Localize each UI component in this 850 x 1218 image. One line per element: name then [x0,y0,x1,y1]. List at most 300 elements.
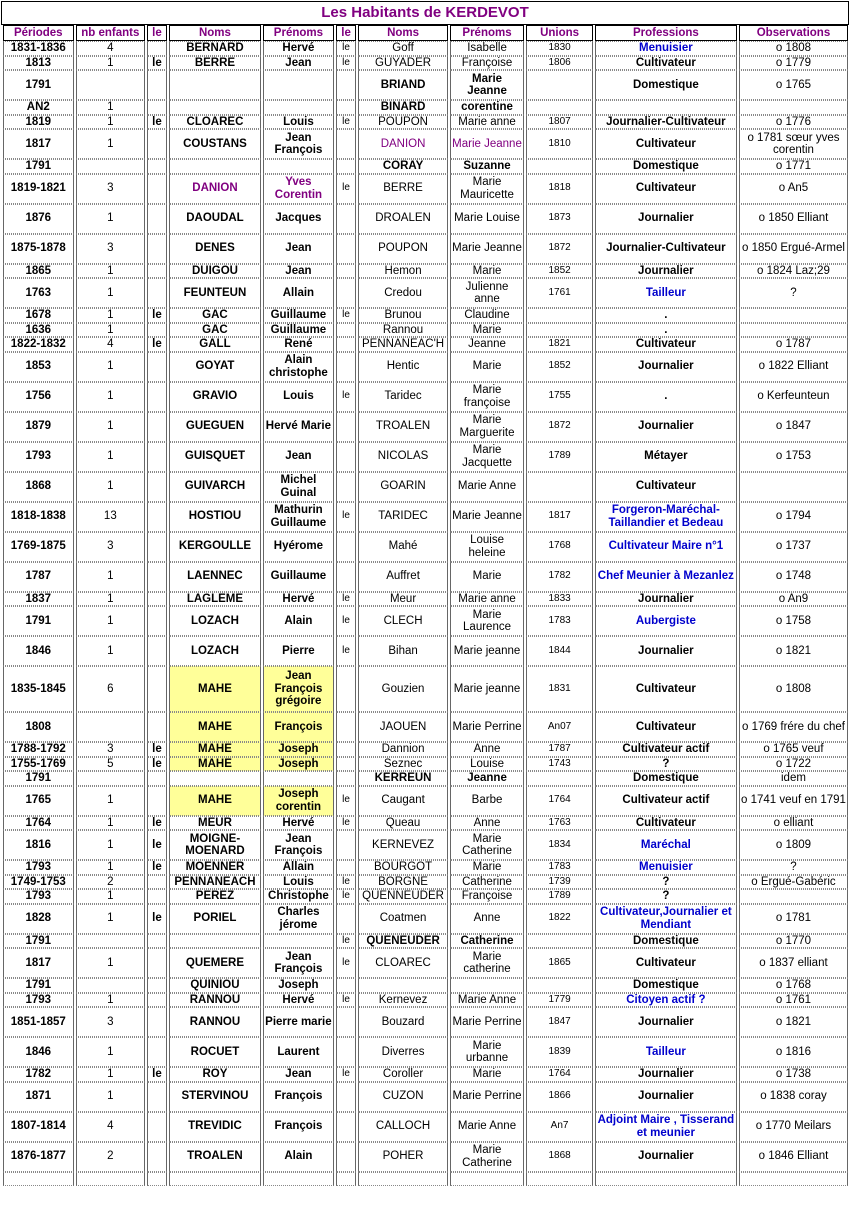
prenom-cell: Mathurin Guillaume [263,502,334,532]
prenom2-cell [450,978,525,993]
union-cell [526,472,592,502]
profession-cell: . [595,308,737,323]
prenom2-cell: Claudine [450,308,525,323]
nb-enfants-cell [76,771,146,786]
periode-cell: 1846 [3,1037,74,1067]
prenom2-cell: Catherine [450,934,525,949]
prenom2-cell [450,1172,525,1186]
table-row [3,1082,848,1112]
union-cell [526,771,592,786]
le2-cell [336,666,357,712]
observation-cell: o 1761 [739,993,848,1008]
union-cell: 1810 [526,129,592,159]
profession-cell: Journalier [595,1007,737,1037]
union-cell [526,70,592,100]
nom2-cell: NICOLAS [358,442,447,472]
le-cell [147,1142,167,1172]
union-cell [526,159,592,174]
observation-cell: idem [739,771,848,786]
nom2-cell: BERRE [358,174,447,204]
le-cell [147,323,167,338]
profession-cell: Menuisier [595,860,737,875]
table-row [3,412,848,442]
le-cell [147,666,167,712]
table-row [3,442,848,472]
periode-cell: 1846 [3,636,74,666]
le-cell [147,70,167,100]
nb-enfants-cell: 1 [76,606,146,636]
le-cell [147,442,167,472]
prenom2-cell: Louise heleine [450,532,525,562]
nb-enfants-cell: 4 [76,337,146,352]
nom-cell: DUIGOU [169,264,261,279]
prenom2-cell: Isabelle [450,41,525,56]
profession-cell: Cultivateur,Journalier et Mendiant [595,904,737,934]
nom-cell: QUEMERE [169,948,261,978]
table-row [3,323,848,338]
le-cell [147,472,167,502]
col-noms: Noms [169,25,261,41]
prenom-cell: Joseph [263,757,334,772]
profession-cell: Domestique [595,771,737,786]
prenom-cell: François [263,1082,334,1112]
profession-cell: Métayer [595,442,737,472]
le-cell [147,1007,167,1037]
table-body [3,41,848,1186]
periode-cell: 1817 [3,129,74,159]
nom-cell: TREVIDIC [169,1112,261,1142]
prenom-cell: Pierre [263,636,334,666]
nom2-cell: CALLOCH [358,1112,447,1142]
profession-cell: Tailleur [595,278,737,308]
prenom2-cell: Marie [450,352,525,382]
nom2-cell: DANION [358,129,447,159]
nb-enfants-cell: 4 [76,41,146,56]
profession-cell: Cultivateur [595,712,737,742]
nom2-cell: Seznec [358,757,447,772]
prenom2-cell: Jeanne [450,771,525,786]
nom2-cell: Coroller [358,1067,447,1082]
prenom-cell: Charles jérome [263,904,334,934]
profession-cell: Journalier [595,1142,737,1172]
observation-cell: o 1741 veuf en 1791 [739,786,848,816]
observation-cell: o elliant [739,816,848,831]
periode-cell: 1791 [3,771,74,786]
prenom-cell: Michel Guinal [263,472,334,502]
le-cell: le [147,115,167,130]
periode-cell: 1813 [3,56,74,71]
prenom-cell: Hervé [263,41,334,56]
le2-cell: le [336,934,357,949]
le-cell: le [147,308,167,323]
union-cell: 1768 [526,532,592,562]
periode-cell: 1769-1875 [3,532,74,562]
nom2-cell: BORGNE [358,875,447,890]
le2-cell: le [336,115,357,130]
observation-cell: o An9 [739,592,848,607]
profession-cell: ? [595,875,737,890]
nom2-cell: Brunou [358,308,447,323]
prenom-cell: Jean [263,1067,334,1082]
nb-enfants-cell: 1 [76,860,146,875]
nom-cell: LOZACH [169,636,261,666]
periode-cell: 1818-1838 [3,502,74,532]
table-row [3,234,848,264]
nom2-cell: CLOAREC [358,948,447,978]
nb-enfants-cell: 1 [76,889,146,904]
prenom2-cell: Marie anne [450,115,525,130]
observation-cell: o 1737 [739,532,848,562]
le-cell: le [147,904,167,934]
le-cell [147,875,167,890]
periode-cell: 1876 [3,204,74,234]
profession-cell: Forgeron-Maréchal-Taillandier et Bedeau [595,502,737,532]
union-cell [526,978,592,993]
le2-cell [336,742,357,757]
observation-cell: ? [739,278,848,308]
table-row [3,934,848,949]
periode-cell: 1851-1857 [3,1007,74,1037]
observation-cell: o 1770 [739,934,848,949]
nom2-cell: Coatmen [358,904,447,934]
col-noms-2: Noms [358,25,447,41]
prenom-cell: Hervé [263,592,334,607]
table-row [3,948,848,978]
nom-cell: GAC [169,308,261,323]
le-cell [147,948,167,978]
le-cell [147,786,167,816]
prenom-cell: Jean [263,442,334,472]
prenom-cell: Pierre marie [263,1007,334,1037]
nb-enfants-cell [76,159,146,174]
table-row [3,978,848,993]
nb-enfants-cell: 1 [76,1037,146,1067]
union-cell: 1844 [526,636,592,666]
nom2-cell: CUZON [358,1082,447,1112]
prenom2-cell: Marie Marguerite [450,412,525,442]
table-row [3,712,848,742]
observation-cell: o 1748 [739,562,848,592]
nom2-cell: BOURGOT [358,860,447,875]
prenom-cell: Jean François [263,830,334,860]
periode-cell: 1808 [3,712,74,742]
union-cell [526,323,592,338]
nb-enfants-cell: 1 [76,323,146,338]
nb-enfants-cell: 1 [76,115,146,130]
le-cell [147,204,167,234]
periode-cell: 1763 [3,278,74,308]
le-cell [147,159,167,174]
nb-enfants-cell: 1 [76,904,146,934]
le2-cell [336,234,357,264]
nom-cell: GUIVARCH [169,472,261,502]
nom-cell: LAENNEC [169,562,261,592]
observation-cell: o 1809 [739,830,848,860]
prenom2-cell: Suzanne [450,159,525,174]
le2-cell: le [336,502,357,532]
union-cell: 1806 [526,56,592,71]
prenom-cell: Jean [263,56,334,71]
nom2-cell: KERREUN [358,771,447,786]
prenom2-cell: Catherine [450,875,525,890]
le2-cell: le [336,174,357,204]
sheet-title: Les Habitants de KERDEVOT [1,1,849,25]
le-cell [147,606,167,636]
observation-cell: o 1753 [739,442,848,472]
union-cell [526,100,592,115]
periode-cell: 1807-1814 [3,1112,74,1142]
le-cell: le [147,1067,167,1082]
le-cell [147,234,167,264]
le2-cell [336,562,357,592]
nom-cell: PEREZ [169,889,261,904]
profession-cell: . [595,323,737,338]
le2-cell: le [336,875,357,890]
profession-cell [595,100,737,115]
nom-cell: LAGLEME [169,592,261,607]
table-row [3,1142,848,1172]
profession-cell: Aubergiste [595,606,737,636]
prenom-cell [263,771,334,786]
periode-cell: 1831-1836 [3,41,74,56]
le2-cell [336,412,357,442]
table-row [3,70,848,100]
table-row [3,889,848,904]
table-row [3,1037,848,1067]
nom-cell: LOZACH [169,606,261,636]
table-row [3,592,848,607]
le-cell [147,1037,167,1067]
prenom-cell: Alain [263,1142,334,1172]
le2-cell: le [336,308,357,323]
nb-enfants-cell: 1 [76,592,146,607]
nom-cell: PENNANEACH [169,875,261,890]
nb-enfants-cell: 6 [76,666,146,712]
nb-enfants-cell: 3 [76,1007,146,1037]
periode-cell: 1791 [3,70,74,100]
prenom-cell [263,159,334,174]
periode-cell: 1793 [3,442,74,472]
le2-cell [336,278,357,308]
profession-cell: Journalier [595,636,737,666]
prenom2-cell: Marie [450,1067,525,1082]
nb-enfants-cell [76,712,146,742]
profession-cell: Tailleur [595,1037,737,1067]
inhabitants-table [1,25,850,1186]
prenom2-cell: Marie Perrine [450,1082,525,1112]
profession-cell: Cultivateur Maire n°1 [595,532,737,562]
nom-cell: DAOUDAL [169,204,261,234]
prenom-cell: Hervé [263,816,334,831]
nom-cell: STERVINOU [169,1082,261,1112]
nom-cell: GUISQUET [169,442,261,472]
prenom2-cell: Marie [450,264,525,279]
table-row [3,636,848,666]
le-cell [147,352,167,382]
nom-cell: MAHE [169,757,261,772]
le2-cell [336,323,357,338]
observation-cell [739,472,848,502]
table-row [3,100,848,115]
profession-cell: Adjoint Maire , Tisserand et meunier [595,1112,737,1142]
periode-cell: 1822-1832 [3,337,74,352]
periode-cell: 1764 [3,816,74,831]
periode-cell: 1835-1845 [3,666,74,712]
le2-cell [336,860,357,875]
nom2-cell: Bihan [358,636,447,666]
prenom-cell [263,70,334,100]
le-cell [147,636,167,666]
le2-cell [336,904,357,934]
le-cell [147,934,167,949]
table-row [3,308,848,323]
prenom-cell: Joseph corentin [263,786,334,816]
prenom2-cell: Marie catherine [450,948,525,978]
nb-enfants-cell: 1 [76,264,146,279]
nb-enfants-cell: 3 [76,532,146,562]
prenom2-cell: Marie Jeanne [450,70,525,100]
nb-enfants-cell: 1 [76,562,146,592]
nb-enfants-cell [76,978,146,993]
le-cell: le [147,56,167,71]
prenom2-cell: Marie Louise [450,204,525,234]
nom2-cell: Taridec [358,382,447,412]
prenom2-cell: Marie anne [450,592,525,607]
observation-cell: o 1738 [739,1067,848,1082]
le-cell [147,1112,167,1142]
prenom2-cell: Marie Anne [450,472,525,502]
table-row [3,129,848,159]
nom-cell [169,159,261,174]
union-cell: 1866 [526,1082,592,1112]
union-cell: 1818 [526,174,592,204]
union-cell: 1761 [526,278,592,308]
union-cell: 1783 [526,606,592,636]
le-cell: le [147,860,167,875]
union-cell: 1833 [526,592,592,607]
profession-cell: Journalier [595,352,737,382]
nom2-cell: BRIAND [358,70,447,100]
prenom2-cell: Marie Perrine [450,712,525,742]
le2-cell [336,442,357,472]
nb-enfants-cell: 1 [76,636,146,666]
le2-cell: le [336,592,357,607]
le-cell [147,532,167,562]
union-cell: 1872 [526,234,592,264]
union-cell: 1743 [526,757,592,772]
le-cell: le [147,830,167,860]
le2-cell: le [336,948,357,978]
profession-cell: Cultivateur [595,129,737,159]
le2-cell [336,472,357,502]
le-cell [147,502,167,532]
prenom2-cell: Anne [450,816,525,831]
observation-cell: o 1816 [739,1037,848,1067]
observation-cell: ? [739,860,848,875]
nom-cell: MAHE [169,712,261,742]
union-cell: 1830 [526,41,592,56]
le2-cell: le [336,786,357,816]
prenom-cell: Yves Corentin [263,174,334,204]
observation-cell: o Ergué-Gabéric [739,875,848,890]
nom2-cell: Dannion [358,742,447,757]
periode-cell: 1756 [3,382,74,412]
profession-cell: Journalier-Cultivateur [595,115,737,130]
nom2-cell: Hentic [358,352,447,382]
union-cell [526,308,592,323]
le2-cell [336,532,357,562]
col-observations: Observations [739,25,848,41]
le-cell [147,1172,167,1186]
nom-cell [169,70,261,100]
nom2-cell: CLECH [358,606,447,636]
profession-cell: Menuisier [595,41,737,56]
le-cell [147,889,167,904]
prenom-cell: Jean François [263,948,334,978]
periode-cell: 1787 [3,562,74,592]
col-nb-enfants: nb enfants [76,25,146,41]
nb-enfants-cell [76,1172,146,1186]
prenom-cell [263,100,334,115]
profession-cell: Cultivateur actif [595,786,737,816]
le-cell [147,412,167,442]
table-row [3,352,848,382]
union-cell: 1789 [526,889,592,904]
col-le: le [147,25,167,41]
le2-cell [336,830,357,860]
prenom-cell: Jean [263,234,334,264]
observation-cell: o 1765 veuf [739,742,848,757]
union-cell: 1755 [526,382,592,412]
prenom-cell: René [263,337,334,352]
table-row [3,115,848,130]
nom2-cell: Credou [358,278,447,308]
prenom2-cell: Barbe [450,786,525,816]
le2-cell: le [336,816,357,831]
prenom-cell: Hyérome [263,532,334,562]
union-cell: 1782 [526,562,592,592]
nom2-cell: CORAY [358,159,447,174]
nom2-cell [358,978,447,993]
le-cell: le [147,742,167,757]
nom2-cell: Meur [358,592,447,607]
nb-enfants-cell: 1 [76,1067,146,1082]
profession-cell: Cultivateur [595,666,737,712]
periode-cell: 1793 [3,860,74,875]
profession-cell: Maréchal [595,830,737,860]
observation-cell: o 1771 [739,159,848,174]
profession-cell: Journalier [595,1067,737,1082]
nom2-cell: Gouzien [358,666,447,712]
prenom-cell [263,934,334,949]
nom2-cell: PENNANEAC'H [358,337,447,352]
le-cell [147,264,167,279]
header-row [3,25,848,41]
prenom2-cell: Marie [450,323,525,338]
table-row [3,56,848,71]
profession-cell: Cultivateur [595,948,737,978]
profession-cell: ? [595,757,737,772]
observation-cell: o 1822 Elliant [739,352,848,382]
prenom-cell: Guillaume [263,562,334,592]
profession-cell: . [595,382,737,412]
nom2-cell: Auffret [358,562,447,592]
observation-cell: o 1781 sœur yves corentin [739,129,848,159]
profession-cell: Chef Meunier à Mezanlez [595,562,737,592]
prenom2-cell: Jeanne [450,337,525,352]
union-cell: 1865 [526,948,592,978]
table-row [3,830,848,860]
